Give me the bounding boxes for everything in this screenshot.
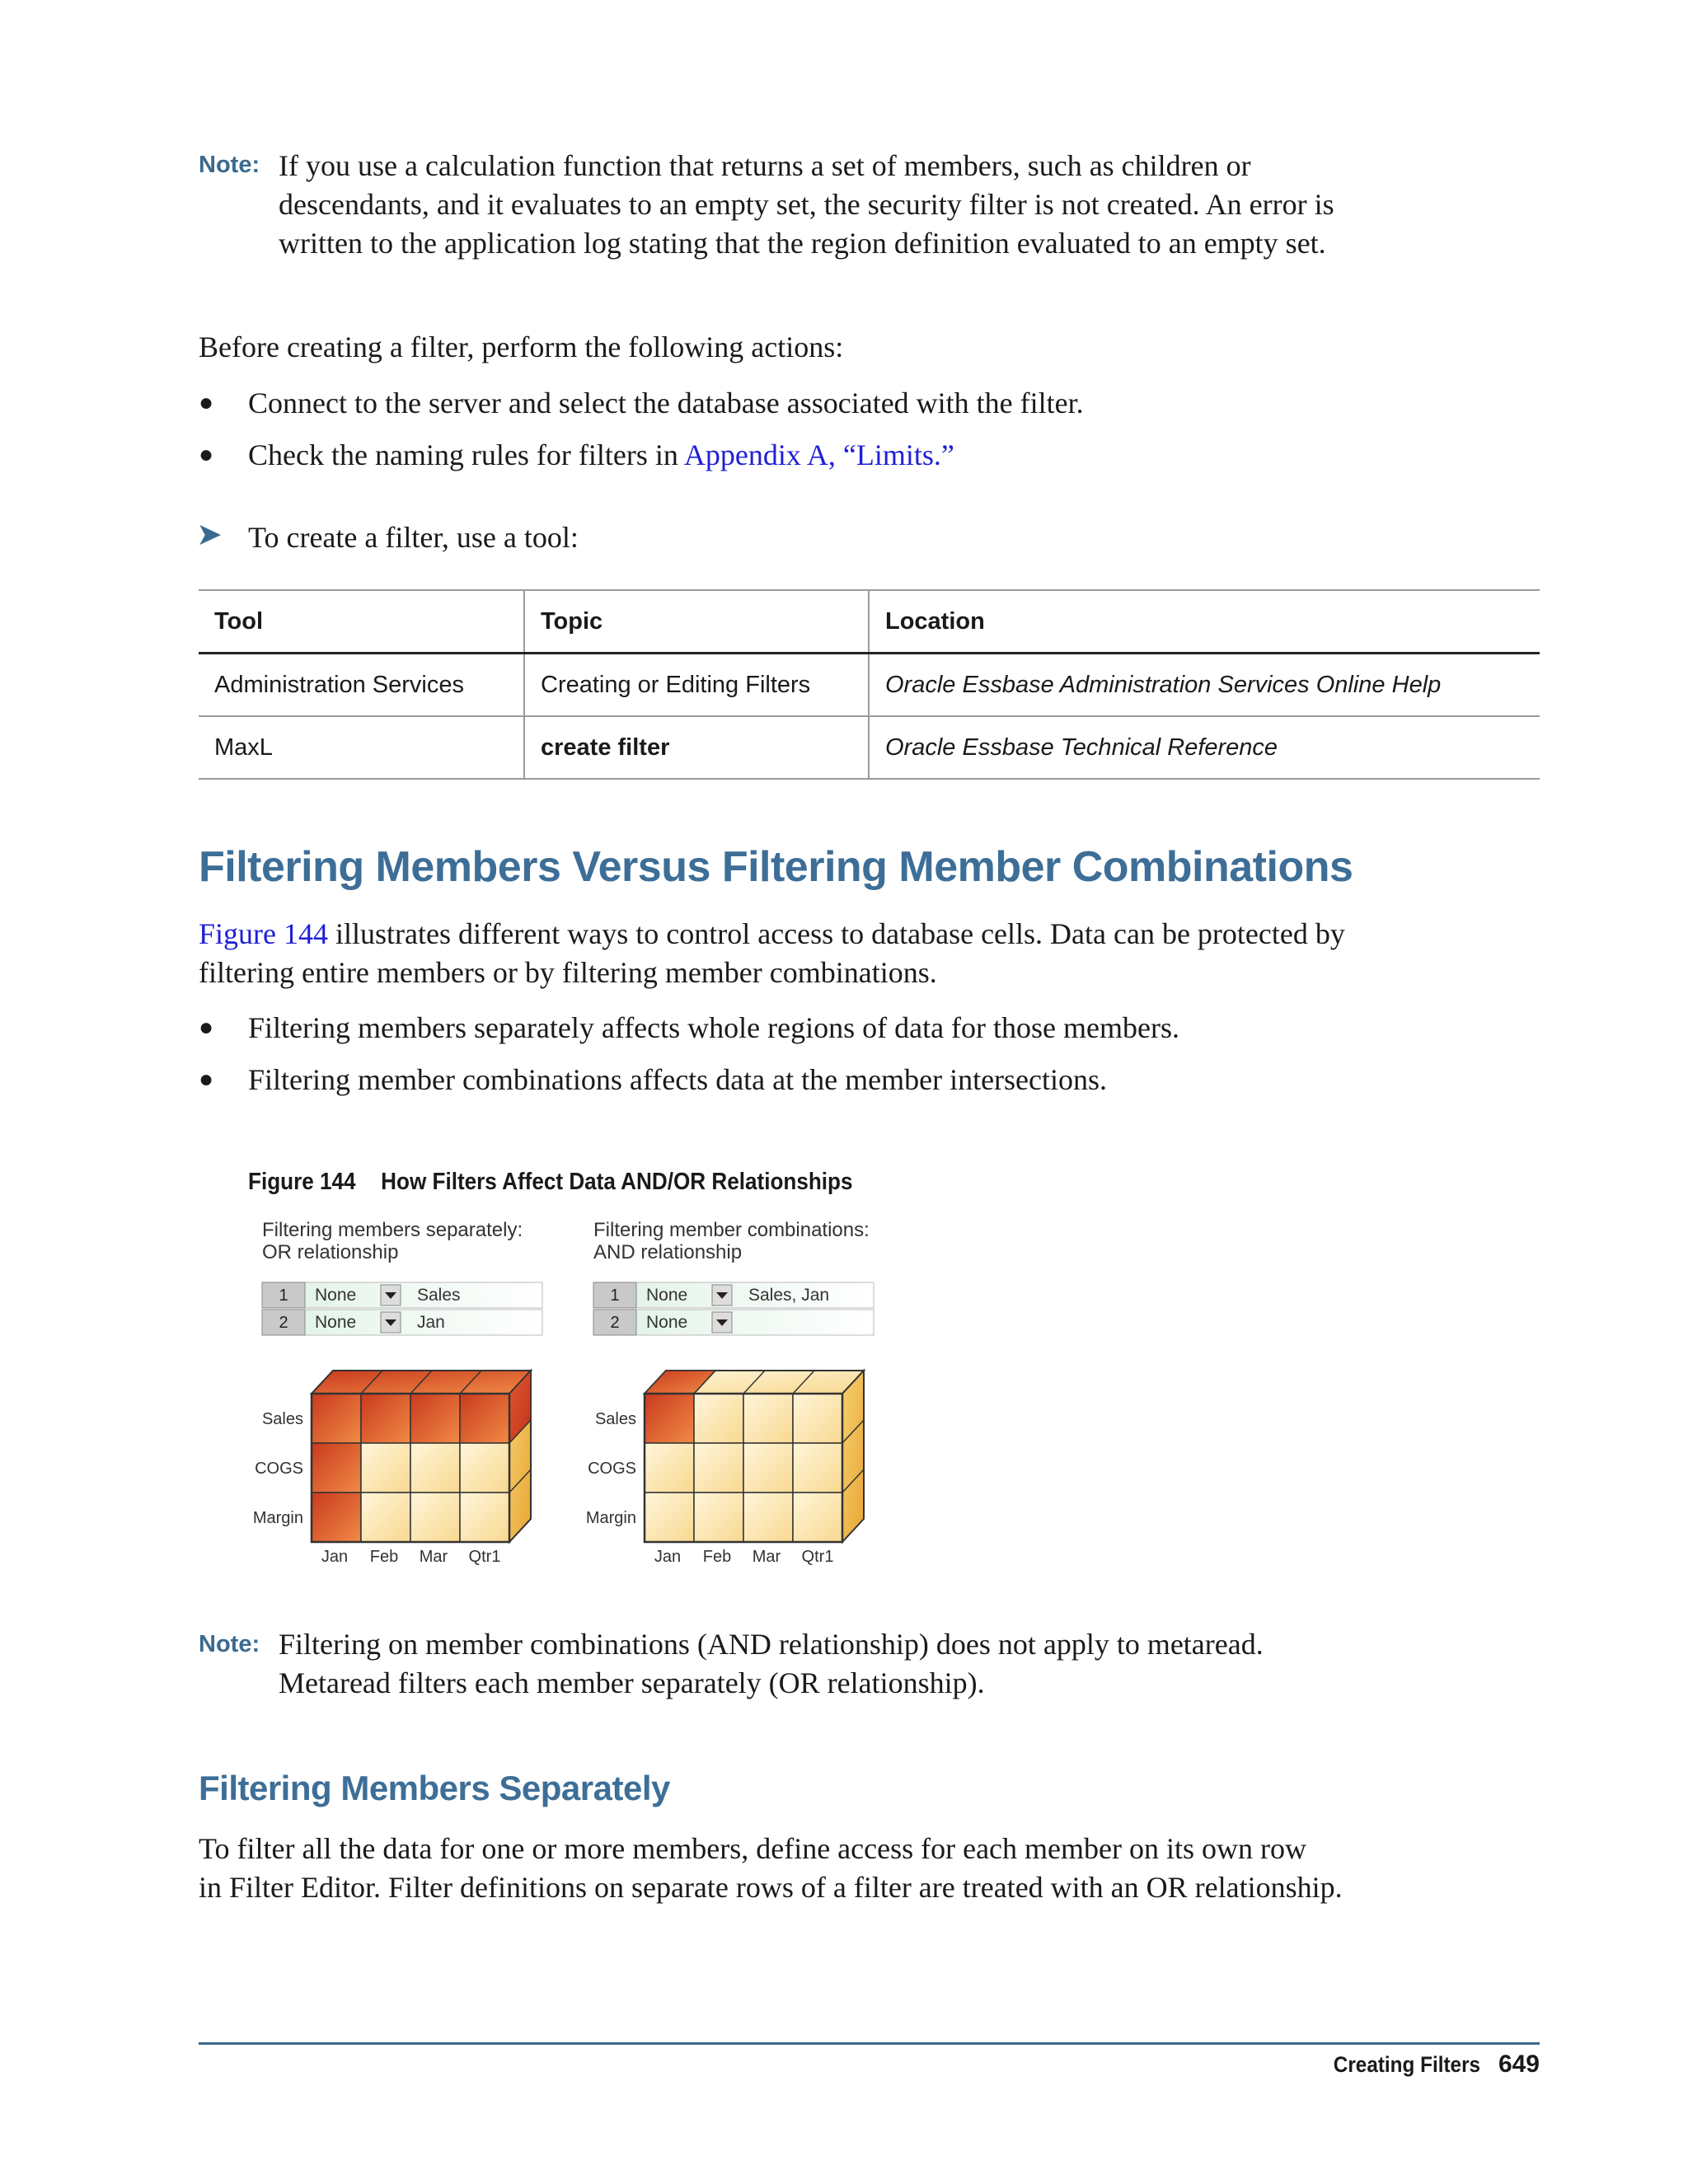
row-label: Margin xyxy=(252,1509,303,1527)
subsection-heading: Filtering Members Separately xyxy=(199,1769,670,1807)
figure-title: How Filters Affect Data AND/OR Relationships xyxy=(381,1169,853,1195)
member-value: Sales, Jan xyxy=(748,1286,830,1305)
section-heading: Filtering Members Versus Filtering Member Combinations xyxy=(199,843,1353,891)
bullet-icon: ● xyxy=(199,1066,214,1093)
col-label: Qtr1 xyxy=(468,1548,501,1566)
note-line: Filtering on member combinations (AND relationship) does not apply to metaread. xyxy=(279,1628,1264,1661)
col-label: Jan xyxy=(321,1548,349,1566)
right-filter-row xyxy=(593,1282,874,1308)
figure-caption xyxy=(248,1169,853,1196)
row-number: 1 xyxy=(279,1286,288,1305)
bullet-icon: ● xyxy=(199,389,214,416)
left-filter-row xyxy=(262,1310,542,1335)
bullet-item: Filtering members separately affects whole regions of data for those members. xyxy=(248,1011,1179,1044)
paragraph-line: in Filter Editor. Filter definitions on separate rows of a filter are treated with an OR relationship. xyxy=(199,1871,1343,1904)
table-header: Tool xyxy=(199,590,524,654)
prereq-item: Connect to the server and select the database associated with the filter. xyxy=(248,387,1084,419)
left-filter-row xyxy=(262,1282,542,1308)
paragraph-line: To filter all the data for one or more members, define access for each member on its own row xyxy=(199,1832,1306,1865)
prereq-item xyxy=(248,436,954,475)
row-number: 1 xyxy=(610,1286,620,1305)
row-label: Sales xyxy=(594,1410,636,1428)
table-cell: Administration Services xyxy=(199,654,524,717)
note-line: If you use a calculation function that returns a set of members, such as children or xyxy=(279,149,1251,182)
row-label: COGS xyxy=(255,1460,303,1478)
bullet-item: Filtering member combinations affects data at the member intersections. xyxy=(248,1063,1108,1096)
table-cell: create filter xyxy=(524,716,869,779)
paragraph-text: filtering entire members or by filtering member combinations. xyxy=(199,956,937,989)
col-label: Mar xyxy=(752,1548,781,1566)
row-number: 2 xyxy=(279,1314,288,1332)
table-row xyxy=(199,716,1540,779)
table-row xyxy=(199,654,1540,717)
subsection-paragraph xyxy=(199,1830,1343,1907)
table-cell: Oracle Essbase Technical Reference xyxy=(869,716,1540,779)
note-label: Note: xyxy=(199,1631,260,1657)
member-value: Jan xyxy=(417,1313,445,1332)
procedure-text: To create a filter, use a tool: xyxy=(248,521,579,554)
bullet-icon: ● xyxy=(199,441,214,468)
table-cell: Oracle Essbase Administration Services Online Help xyxy=(869,654,1540,717)
filter-figure xyxy=(239,1212,931,1574)
row-label: Margin xyxy=(585,1509,636,1527)
tool-table xyxy=(199,589,1540,780)
note-label: Note: xyxy=(199,152,260,178)
right-subtitle: AND relationship xyxy=(593,1241,743,1263)
access-value: None xyxy=(315,1286,357,1305)
appendix-link[interactable]: Appendix A, “Limits.” xyxy=(683,438,954,471)
row-label: Sales xyxy=(261,1410,303,1428)
col-label: Mar xyxy=(419,1548,448,1566)
row-number: 2 xyxy=(610,1314,620,1332)
intro-text: Before creating a filter, perform the following actions: xyxy=(199,330,844,363)
table-cell: MaxL xyxy=(199,716,524,779)
col-label: Feb xyxy=(702,1548,732,1566)
right-cube xyxy=(645,1371,864,1542)
left-subtitle: OR relationship xyxy=(262,1241,399,1263)
table-header-row xyxy=(199,590,1540,654)
left-cube xyxy=(312,1371,531,1542)
right-title: Filtering member combinations: xyxy=(593,1219,870,1241)
section-paragraph xyxy=(199,915,1345,992)
footer-section: Creating Filters xyxy=(1333,2052,1480,2077)
table-header: Topic xyxy=(524,590,869,654)
access-value: None xyxy=(315,1313,357,1332)
access-value: None xyxy=(646,1286,688,1305)
page-footer xyxy=(1317,2050,1540,2079)
bullet-icon: ● xyxy=(199,1014,214,1041)
col-label: Jan xyxy=(654,1548,682,1566)
col-label: Qtr1 xyxy=(801,1548,834,1566)
procedure-arrow-icon: ➤ xyxy=(196,518,223,552)
figure-link[interactable]: Figure 144 xyxy=(199,917,328,950)
note-text xyxy=(279,1625,1264,1703)
note-text xyxy=(279,147,1334,263)
member-value: Sales xyxy=(417,1286,461,1305)
access-value: None xyxy=(646,1313,688,1332)
figure-number: Figure 144 xyxy=(248,1169,356,1195)
note-line: Metaread filters each member separately (OR relationship). xyxy=(279,1666,985,1699)
col-label: Feb xyxy=(369,1548,399,1566)
right-filter-row xyxy=(593,1310,874,1335)
row-label: COGS xyxy=(588,1460,636,1478)
table-header: Location xyxy=(869,590,1540,654)
footer-rule xyxy=(199,2042,1540,2045)
paragraph-text: illustrates different ways to control access to database cells. Data can be protected by xyxy=(328,917,1345,950)
note-line: descendants, and it evaluates to an empty set, the security filter is not created. An error is xyxy=(279,188,1334,221)
left-title: Filtering members separately: xyxy=(262,1219,523,1241)
prereq-text: Check the naming rules for filters in xyxy=(248,438,684,471)
note-line: written to the application log stating that the region definition evaluated to an empty set. xyxy=(279,227,1326,260)
page-number: 649 xyxy=(1498,2050,1540,2078)
table-cell: Creating or Editing Filters xyxy=(524,654,869,717)
